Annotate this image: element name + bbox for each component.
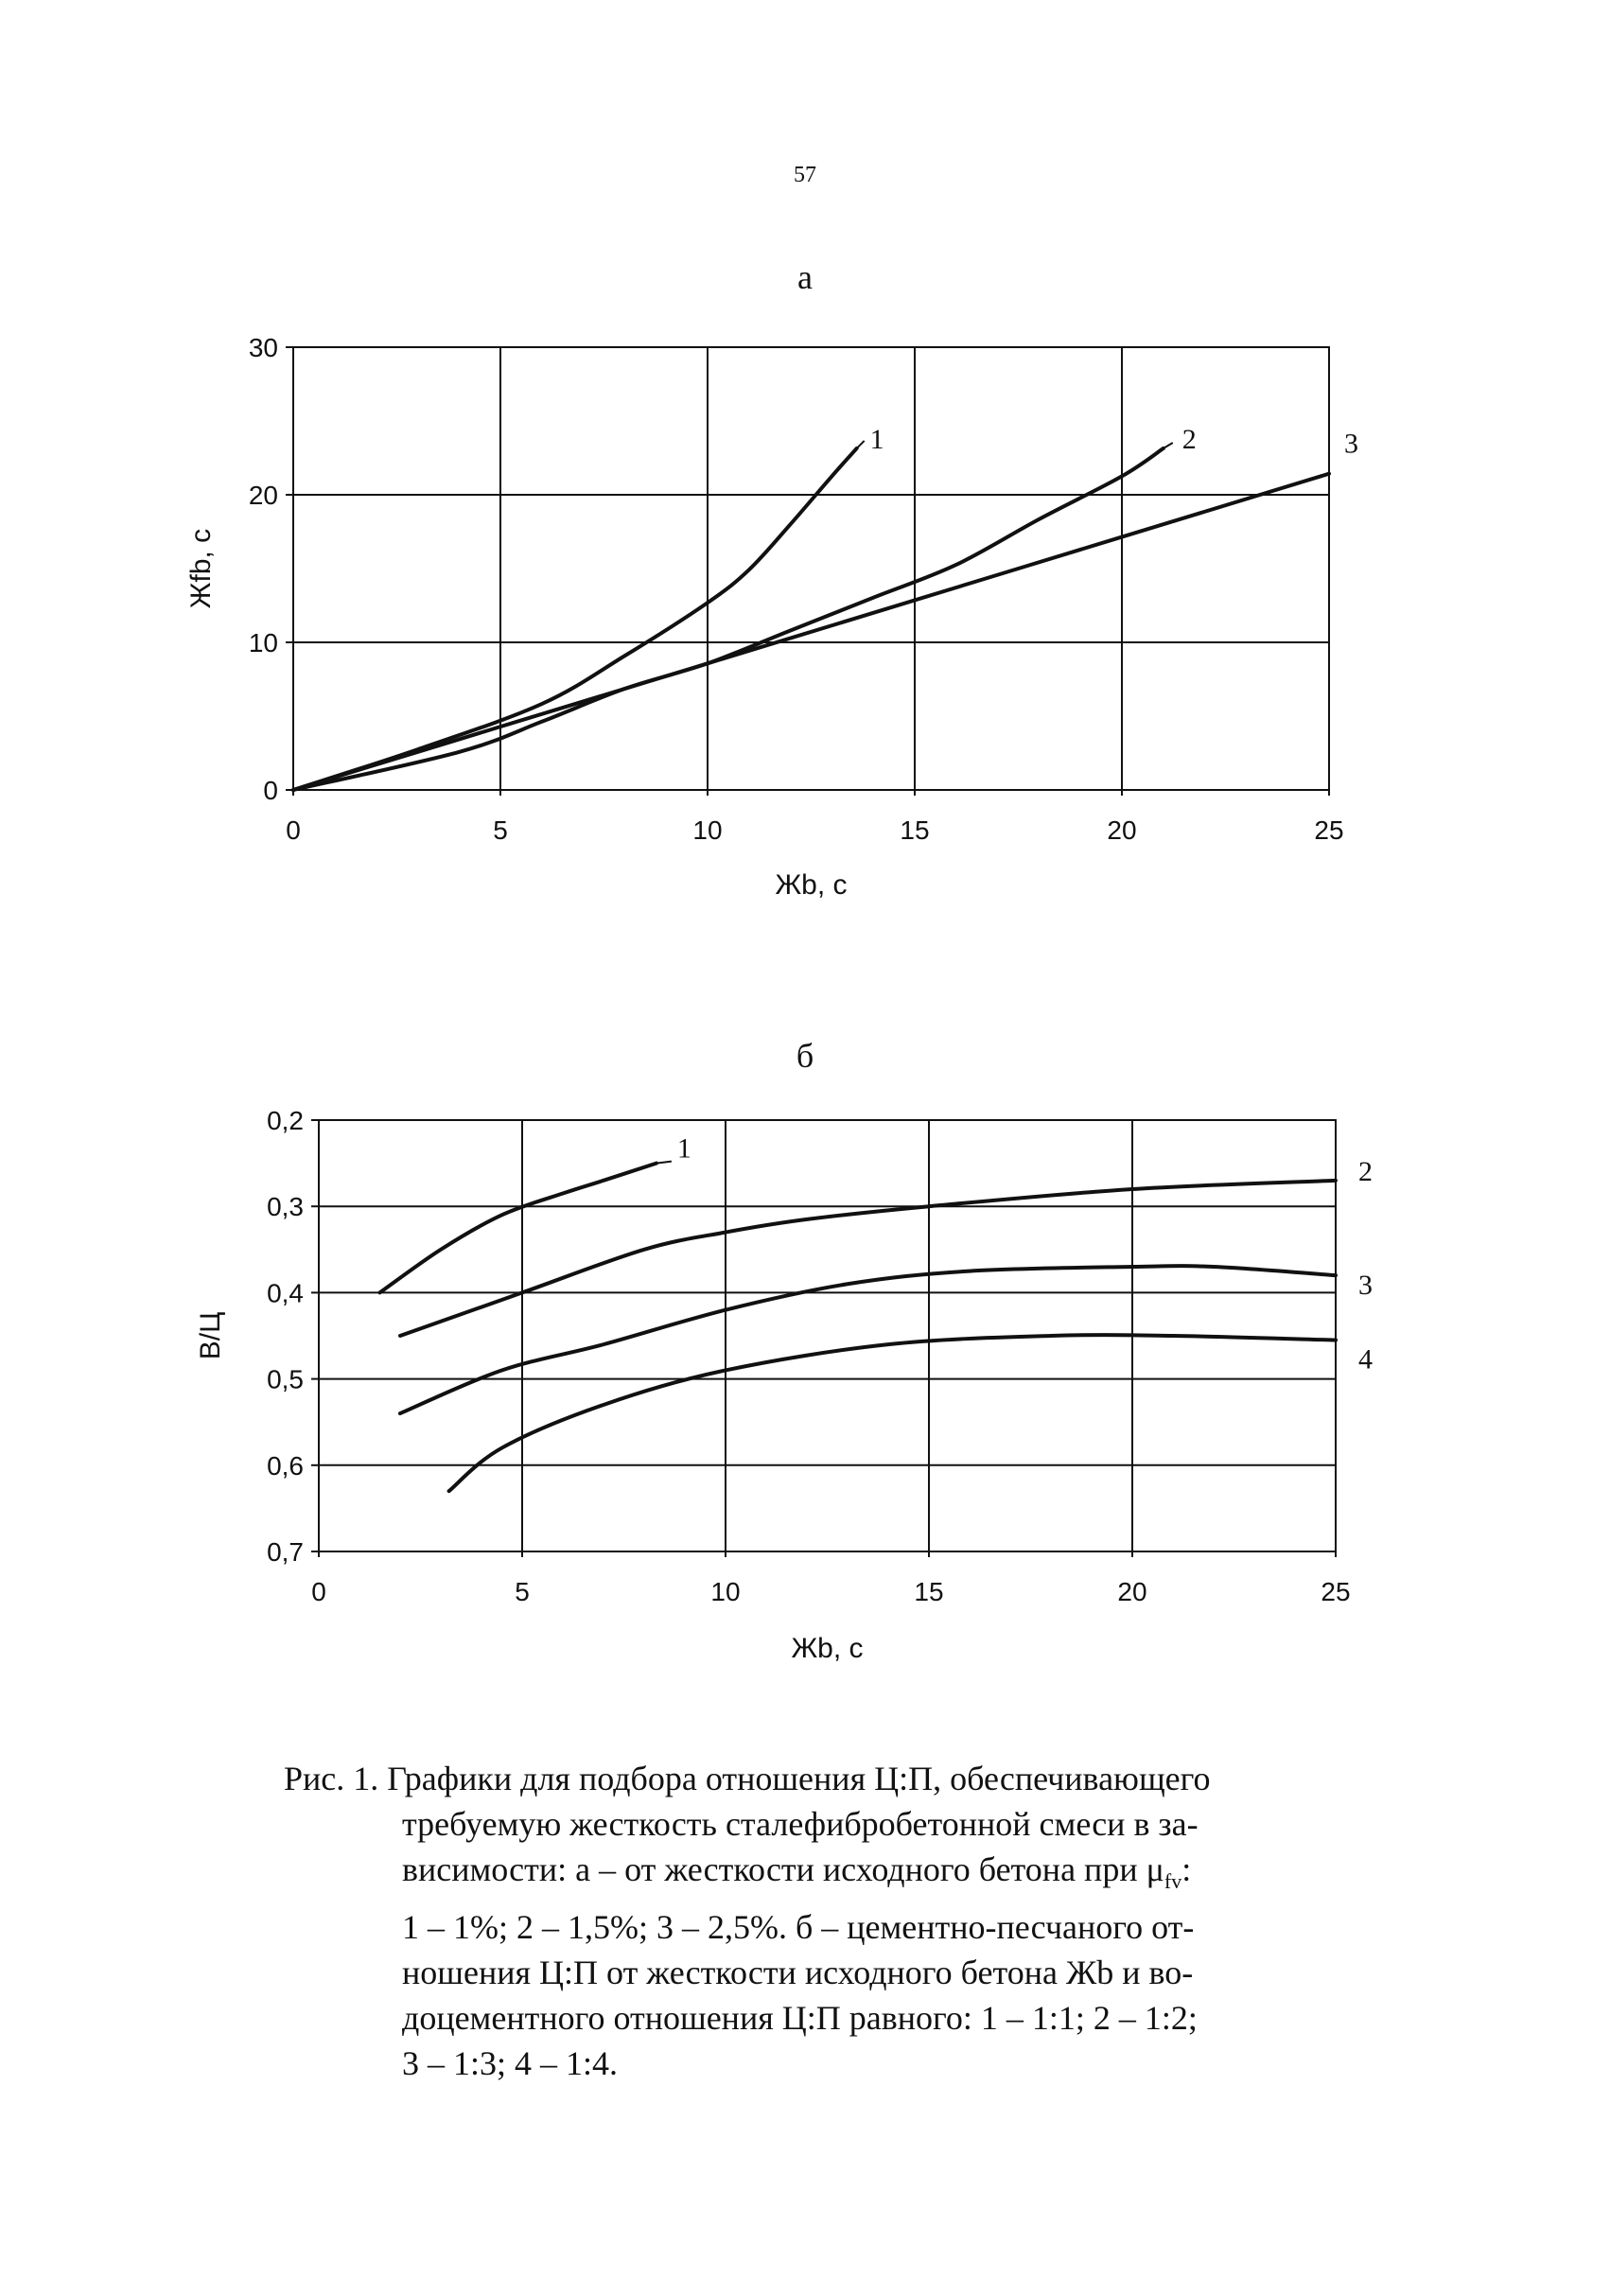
series-line-2 [400,1181,1336,1336]
y-tick-label: 0,4 [267,1278,304,1308]
y-tick-label: 20 [248,481,278,510]
series-leader-1 [656,1162,672,1164]
x-tick-label: 20 [1107,815,1137,845]
series-leader-2 [1164,443,1173,448]
x-tick-label: 10 [692,815,723,845]
series-line-3 [293,474,1329,790]
caption-line-4: 1 – 1%; 2 – 1,5%; 3 – 2,5%. б – цементно-песчаного от- [402,1908,1195,1947]
plot-frame [293,347,1329,790]
chart-a [185,333,1358,901]
series-line-4 [449,1335,1336,1491]
x-tick-label: 5 [515,1577,530,1606]
y-tick-label: 0,2 [267,1106,304,1135]
series-line-1 [380,1164,656,1293]
y-axis-label: В/Ц [195,1311,226,1360]
caption-line-2: требуемую жесткость сталефибробетонной смеси в за- [402,1805,1199,1843]
x-tick-label: 25 [1321,1577,1351,1606]
caption-line-5: ношения Ц:П от жесткости исходного бетона Жb и во- [402,1954,1194,1992]
series-label-3: 3 [1344,428,1358,460]
caption-line-6: доцементного отношения Ц:П равного: 1 – 1:1; 2 – 1:2; [402,1999,1198,2038]
x-tick-label: 10 [710,1577,741,1606]
caption-line-1 [284,1756,1305,1801]
caption-line-7: 3 – 1:3; 4 – 1:4. [402,2044,619,2083]
figure-caption [284,1756,1305,2086]
caption-text-1: Графики для подбора отношения Ц:П, обеспечивающего [387,1760,1211,1797]
panel-b-label: б [796,1037,814,1075]
x-tick-label: 15 [900,815,930,845]
chart-b [195,1106,1373,1664]
panel-a-label: а [797,258,813,296]
x-tick-label: 15 [914,1577,944,1606]
y-tick-label: 0,6 [267,1450,304,1481]
y-axis-label: Жfb, с [185,528,217,609]
y-tick-label: 0,5 [267,1364,304,1394]
caption-line-3 [284,1847,1305,1904]
y-tick-label: 0,7 [267,1537,304,1567]
caption-lead: Рис. 1. [284,1760,379,1797]
x-tick-label: 5 [493,815,508,845]
series-leader-1 [857,441,865,448]
y-tick-label: 30 [248,333,278,362]
x-axis-label: Жb, с [775,869,848,901]
series-label-2: 2 [1358,1155,1373,1187]
x-tick-label: 0 [311,1577,326,1606]
caption-subscript: fv [1164,1869,1182,1894]
caption-text-3b: : [1181,1850,1192,1888]
series-label-3: 3 [1358,1270,1373,1302]
series-label-1: 1 [676,1132,691,1165]
series-label-4: 4 [1358,1343,1373,1376]
caption-text-3: висимости: а – от жесткости исходного бетона при μ [402,1850,1164,1888]
series-line-2 [293,448,1164,790]
page-number: 57 [794,163,816,187]
series-label-2: 2 [1181,423,1197,455]
x-tick-label: 20 [1117,1577,1147,1606]
y-tick-label: 0 [263,776,278,805]
y-tick-label: 10 [248,628,278,657]
series-line-1 [293,448,857,790]
x-axis-label: Жb, с [791,1633,864,1664]
y-tick-label: 0,3 [267,1192,304,1222]
x-tick-label: 25 [1314,815,1344,845]
x-tick-label: 0 [286,815,301,845]
series-label-1: 1 [869,423,884,455]
